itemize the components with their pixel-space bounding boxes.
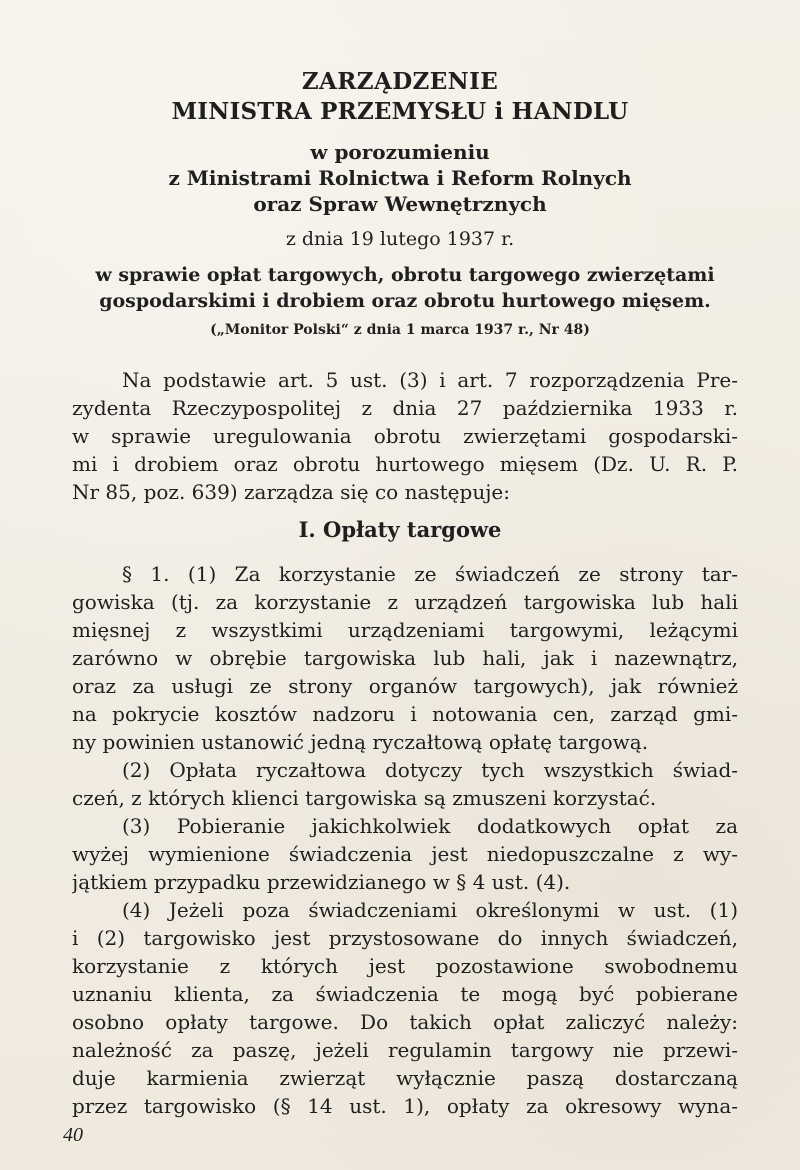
section-line: duje karmienia zwierząt wyłącznie paszą dostarczaną	[72, 1066, 738, 1090]
intro-line: mi i drobiem oraz obrotu hurtowego mięsem (Dz. U. R. P.	[72, 452, 738, 476]
section-title: I. Opłaty targowe	[298, 517, 502, 542]
section-line: (2) Opłata ryczałtowa dotyczy tych wszystkich świad-	[122, 758, 738, 782]
section-line: korzystanie z których jest pozostawione swobodnemu	[72, 954, 738, 978]
section-line: należność za paszę, jeżeli regulamin targowy nie przewi-	[72, 1038, 738, 1062]
section-line: jątkiem przypadku przewidzianego w § 4 ust. (4).	[72, 870, 571, 894]
intro-line: Nr 85, poz. 639) zarządza się co następuje:	[72, 480, 510, 504]
section-line: gowiska (tj. za korzystanie z urządzeń targowiska lub hali	[72, 590, 738, 614]
section-line: zarówno w obrębie targowiska lub hali, jak i nazewnątrz,	[72, 646, 738, 670]
section-line: uznaniu klienta, za świadczenia te mogą być pobierane	[72, 982, 738, 1006]
intro-line: w sprawie uregulowania obrotu zwierzętami gospodarski-	[72, 424, 738, 448]
subtitle-line-2: z Ministrami Rolnictwa i Reform Rolnych	[168, 166, 632, 190]
section-line: ny powinien ustanowić jedną ryczałtową opłatę targową.	[72, 730, 649, 754]
section-line: i (2) targowisko jest przystosowane do innych świadczeń,	[72, 926, 738, 950]
subject-line-1: w sprawie opłat targowych, obrotu targowego zwierzętami	[95, 264, 715, 286]
ministry-title: MINISTRA PRZEMYSŁU i HANDLU	[171, 98, 629, 125]
section-line: wyżej wymienione świadczenia jest niedopuszczalne z wy-	[72, 842, 738, 866]
page-number: 40	[63, 1124, 83, 1146]
section-line: § 1. (1) Za korzystanie ze świadczeń ze strony tar-	[122, 562, 738, 586]
page-title: ZARZĄDZENIE	[301, 68, 499, 95]
subject-line-2: gospodarskimi i drobiem oraz obrotu hurtowego mięsem.	[99, 290, 711, 312]
section-line: (4) Jeżeli poza świadczeniami określonymi w ust. (1)	[122, 898, 738, 922]
intro-line: zydenta Rzeczypospolitej z dnia 27 października 1933 r.	[72, 396, 738, 420]
document-date: z dnia 19 lutego 1937 r.	[285, 228, 515, 250]
subtitle-line-3: oraz Spraw Wewnętrznych	[253, 192, 547, 216]
section-line: (3) Pobieranie jakichkolwiek dodatkowych opłat za	[122, 814, 738, 838]
section-line: oraz za usługi ze strony organów targowych), jak również	[72, 674, 738, 698]
section-line: przez targowisko (§ 14 ust. 1), opłaty za okresowy wyna-	[72, 1094, 738, 1118]
subtitle-line-1: w porozumieniu	[310, 140, 490, 164]
section-line: osobno opłaty targowe. Do takich opłat zaliczyć należy:	[72, 1010, 738, 1034]
section-line: czeń, z których klienci targowiska są zmuszeni korzystać.	[72, 786, 657, 810]
section-line: na pokrycie kosztów nadzoru i notowania cen, zarząd gmi-	[72, 702, 738, 726]
source-citation: („Monitor Polski“ z dnia 1 marca 1937 r., Nr 48)	[210, 322, 590, 338]
intro-line: Na podstawie art. 5 ust. (3) i art. 7 rozporządzenia Pre-	[122, 368, 738, 392]
section-line: mięsnej z wszystkimi urządzeniami targowymi, leżącymi	[72, 618, 738, 642]
